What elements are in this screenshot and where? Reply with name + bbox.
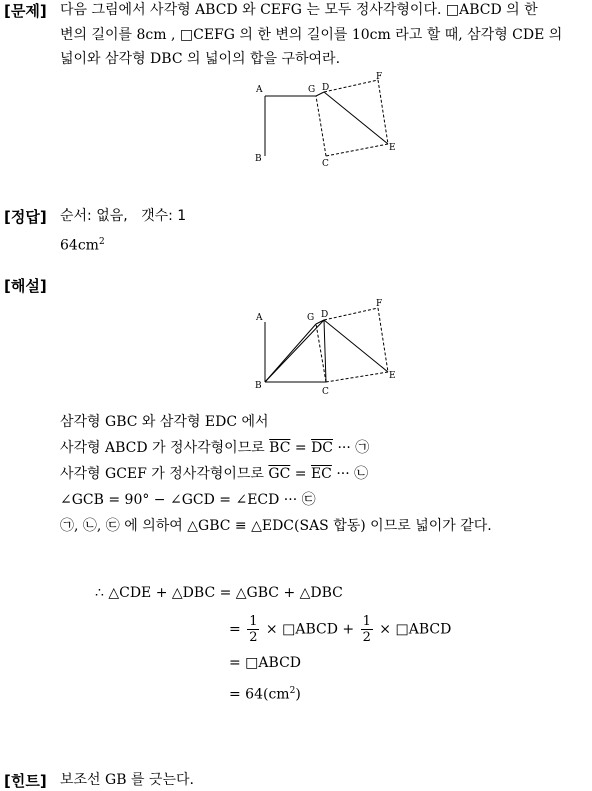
answer-order [60,206,186,226]
hint-label: [힌트] [4,772,47,790]
label-F: F [376,299,383,309]
fraction-denominator: 2 [362,630,371,645]
fraction-denominator: 2 [249,630,258,645]
explanation-line-1: 삼각형 GBC 와 삼각형 EDC 에서 [60,414,269,430]
label-G: G [308,85,316,95]
answer-count-text: 갯수: 1 [141,208,187,224]
label-C: C [322,387,329,397]
explanation-line-3 [60,464,368,484]
problem-figure [250,70,400,170]
segment-EC [326,372,388,382]
segment-BD [265,320,324,382]
segment-GC-over: $\overline{GC}$ [268,466,291,482]
segment-DE [324,92,388,144]
label-D: D [321,310,329,320]
problem-line-2: 변의 길이를 8cm , □CEFG 의 한 변의 길이를 10cm 라고 할 때, 삼각형 CDE 의 [60,27,563,43]
equation-line-3: = □ABCD [229,655,302,671]
equation-line-2 [229,614,451,645]
equation-4-text: = 64(cm [229,686,290,703]
fraction-numerator: 1 [362,614,371,629]
label-B: B [255,381,262,391]
label-G: G [307,313,315,323]
fraction-numerator: 1 [249,614,258,629]
equals-sign: = [290,440,312,456]
segment-FE [378,80,388,144]
label-B: B [255,154,262,164]
segment-FE [378,308,388,372]
equation-4-sup: 2 [289,686,296,696]
explanation-line-5: ㉠, ㉡, ㉢ 에 의하여 △GBC ≡ △EDC(SAS 합동) 이므로 넓이가 같다. [60,518,492,534]
explanation-line-2 [60,438,369,458]
fraction-half-2 [361,614,373,645]
explanation-label: [해설] [4,277,47,295]
label-A: A [256,313,263,323]
segment-EC [326,144,388,156]
label-E: E [389,371,396,381]
explanation-line-3-pre: 사각형 GCEF 가 정사각형이므로 [60,466,269,482]
equation-2-term-a: × □ABCD + [265,621,355,638]
label-D: D [322,83,330,93]
marker-1: ··· ㉠ [333,440,370,456]
marker-2: ··· ㉡ [331,466,369,482]
equation-line-4 [229,686,301,703]
explanation-line-2-pre: 사각형 ABCD 가 정사각형이므로 [60,440,270,456]
label-C: C [322,159,329,169]
problem-line-1: 다음 그림에서 사각형 ABCD 와 CEFG 는 모두 정사각형이다. □ABCD 의 한 [60,2,538,18]
equation-line-1: ∴ △CDE + △DBC = △GBC + △DBC [95,585,343,601]
equation-2-equals: = [229,621,241,638]
explanation-line-4: ∠GCB = 90° − ∠GCD = ∠ECD ··· ㉢ [60,492,316,508]
answer-value-text: 64cm [60,237,99,254]
segment-BC-over: $\overline{BC}$ [269,440,291,456]
label-E: E [389,143,396,153]
segment-EC-over: $\overline{EC}$ [310,466,332,482]
equation-4-end: ) [295,686,301,703]
label-F: F [376,72,383,82]
segment-DF [324,308,378,320]
segment-CG [316,96,326,156]
explanation-figure [250,295,400,400]
segment-DF [324,80,378,92]
equation-2-term-b: × □ABCD [379,621,452,638]
hint-text: 보조선 GB 를 긋는다. [60,772,194,788]
segment-DC-over: $\overline{DC}$ [311,440,334,456]
answer-value-sup: 2 [98,237,105,247]
label-A: A [256,85,263,95]
answer-label: [정답] [4,208,47,226]
problem-line-3: 넓이와 삼각형 DBC 의 넓이의 합을 구하여라. [60,51,341,67]
answer-order-text: 순서: 없음, [60,208,128,224]
problem-label: [문제] [4,2,47,20]
segment-DE [324,320,388,372]
segment-DC [324,320,326,382]
answer-value [60,232,105,256]
fraction-half-1 [247,614,259,645]
equals-sign: = [290,466,311,482]
